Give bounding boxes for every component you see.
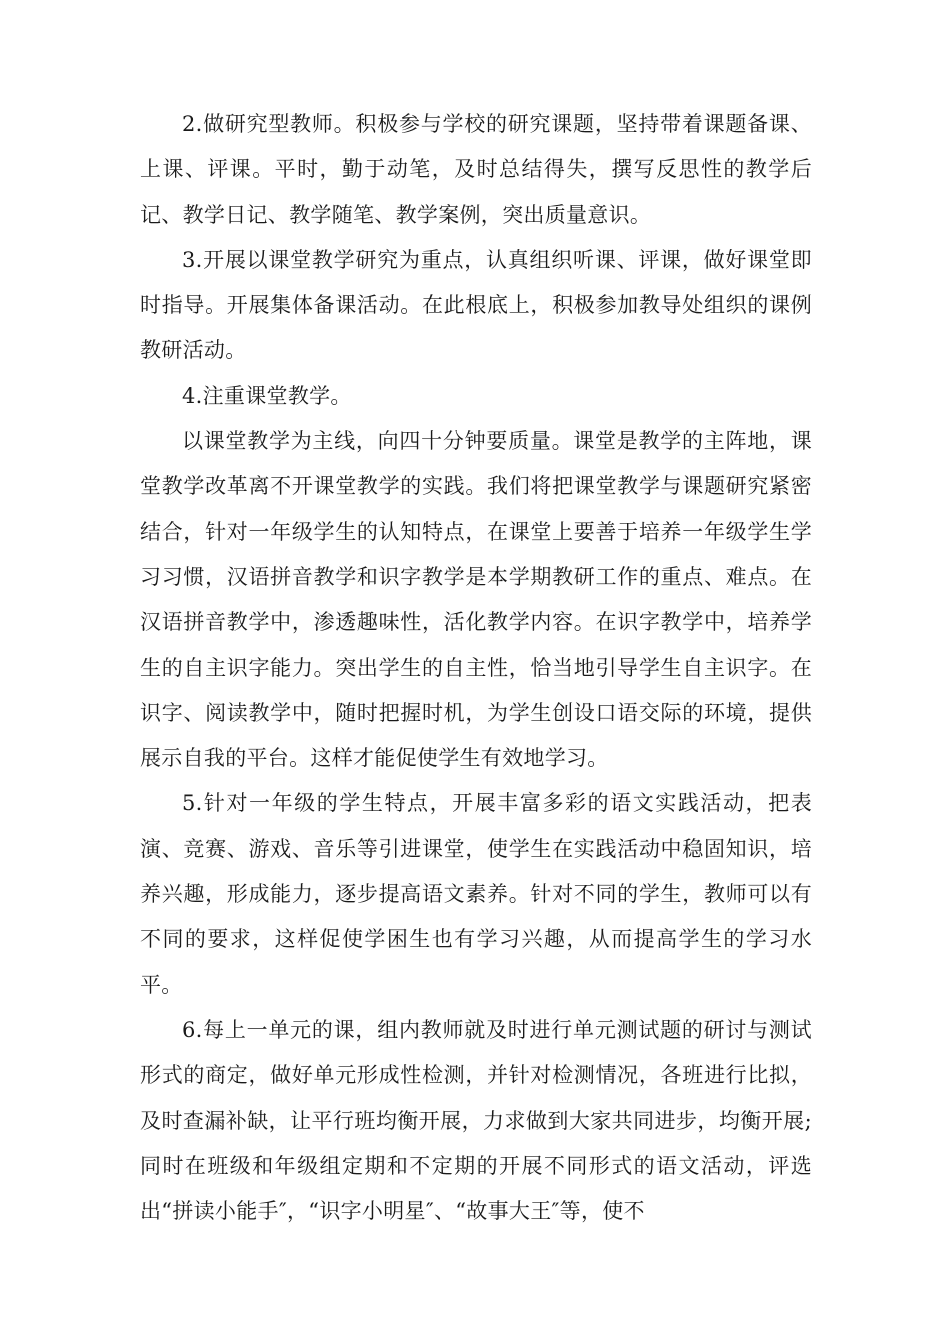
paragraph-item-6: 6.每上一单元的课，组内教师就及时进行单元测试题的研讨与测试形式的商定，做好单元形成性检测，并针对检测情况，各班进行比拟，及时查漏补缺，让平行班均衡开展，力求做到大家共同进步，均衡开展;同时在班级和年级组定期和不定期的开展不同形式的语文活动，评选出“拼读小能手″，“识字小明星″、“故事大王″等，使不 xyxy=(140,1017,812,1224)
document-page xyxy=(140,102,812,1234)
paragraph-item-5: 5.针对一年级的学生特点，开展丰富多彩的语文实践活动，把表演、竞赛、游戏、音乐等引进课堂，使学生在实践活动中稳固知识，培养兴趣，形成能力，逐步提高语文素养。针对不同的学生，教师可以有不同的要求，这样促使学困生也有学习兴趣，从而提高学生的学习水平。 xyxy=(140,791,812,997)
paragraph-item-3: 3.开展以课堂教学研究为重点，认真组织听课、评课，做好课堂即时指导。开展集体备课活动。在此根底上，积极参加教导处组织的课例教研活动。 xyxy=(140,247,812,363)
paragraph-item-2: 2.做研究型教师。积极参与学校的研究课题，坚持带着课题备课、上课、评课。平时，勤于动笔，及时总结得失，撰写反思性的教学后记、教学日记、教学随笔、教学案例，突出质量意识。 xyxy=(140,112,812,227)
paragraph-item-4-heading: 4.注重课堂教学。 xyxy=(182,383,352,408)
paragraph-classroom-teaching: 以课堂教学为主线，向四十分钟要质量。课堂是教学的主阵地，课堂教学改革离不开课堂教学的实践。我们将把课堂教学与课题研究紧密结合，针对一年级学生的认知特点，在课堂上要善于培养一年级学生学习习惯，汉语拼音教学和识字教学是本学期教研工作的重点、难点。在汉语拼音教学中，渗透趣味性，活化教学内容。在识字教学中，培养学生的自主识字能力。突出学生的自主性，恰当地引导学生自主识字。在识字、阅读教学中，随时把握时机，为学生创设口语交际的环境，提供展示自我的平台。这样才能促使学生有效地学习。 xyxy=(140,429,812,771)
